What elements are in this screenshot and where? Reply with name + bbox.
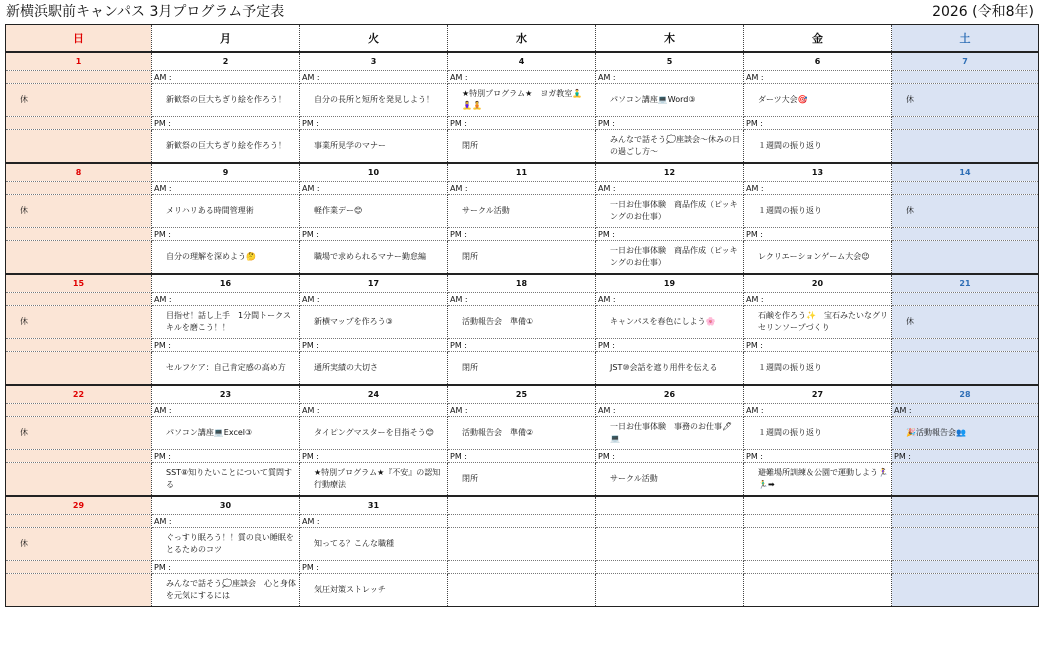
pm-label-row — [6, 450, 1039, 463]
am-label: AM : — [300, 71, 448, 84]
date-cell: 4 — [448, 52, 596, 71]
date-cell: 26 — [596, 385, 744, 404]
am-activity: 知ってる？こんな職種 — [300, 528, 448, 561]
date-cell: 7 — [892, 52, 1039, 71]
pm-label — [892, 228, 1039, 241]
am-label: AM : — [744, 293, 892, 306]
am-label: AM : — [596, 293, 744, 306]
date-cell: 3 — [300, 52, 448, 71]
pm-activity: 通所実績の大切さ — [300, 352, 448, 386]
pm-label — [892, 561, 1039, 574]
pm-activity-row — [6, 463, 1039, 497]
am-label: AM : — [744, 71, 892, 84]
pm-activity — [6, 352, 152, 386]
date-cell: 21 — [892, 274, 1039, 293]
am-activity: キャンパスを春色にしよう🌸 — [596, 306, 744, 339]
pm-label: PM : — [892, 450, 1039, 463]
date-cell: 22 — [6, 385, 152, 404]
date-cell: 25 — [448, 385, 596, 404]
am-label-row — [6, 293, 1039, 306]
am-activity-row — [6, 195, 1039, 228]
am-label — [448, 515, 596, 528]
pm-label: PM : — [152, 339, 300, 352]
pm-label: PM : — [596, 450, 744, 463]
date-cell: 1 — [6, 52, 152, 71]
closed-day-label: 休 — [6, 84, 152, 117]
page-title: 新横浜駅前キャンパス 3月プログラム予定表 — [6, 4, 285, 20]
am-activity: ぐっすり眠ろう！！質の良い睡眠をとるためのコツ — [152, 528, 300, 561]
am-activity: サークル活動 — [448, 195, 596, 228]
pm-activity: 閉所 — [448, 352, 596, 386]
pm-label — [6, 561, 152, 574]
am-label-row — [6, 515, 1039, 528]
am-activity: 石鹸を作ろう✨ 宝石みたいなグリセリンソープづくり — [744, 306, 892, 339]
am-label: AM : — [300, 404, 448, 417]
pm-label: PM : — [300, 450, 448, 463]
am-label-row — [6, 404, 1039, 417]
pm-label — [744, 561, 892, 574]
pm-label: PM : — [300, 339, 448, 352]
am-activity — [744, 528, 892, 561]
am-activity: タイピングマスターを目指そう😊 — [300, 417, 448, 450]
pm-label — [892, 339, 1039, 352]
am-activity: 一日お仕事体験 商品作成（ピッキングのお仕事） — [596, 195, 744, 228]
am-label — [6, 293, 152, 306]
closed-day-label: 休 — [892, 306, 1039, 339]
pm-label — [448, 561, 596, 574]
am-label — [6, 515, 152, 528]
pm-label: PM : — [744, 450, 892, 463]
pm-label: PM : — [744, 117, 892, 130]
pm-activity: 一日お仕事体験 商品作成（ピッキングのお仕事） — [596, 241, 744, 275]
am-label — [6, 404, 152, 417]
date-cell: 13 — [744, 163, 892, 182]
day-of-week-row — [6, 25, 1039, 53]
date-cell — [596, 496, 744, 515]
pm-label — [6, 339, 152, 352]
am-label: AM : — [744, 404, 892, 417]
pm-label-row — [6, 561, 1039, 574]
pm-label: PM : — [300, 228, 448, 241]
day-of-week-header: 火 — [300, 25, 448, 53]
week-date-row — [6, 385, 1039, 404]
pm-activity-row — [6, 241, 1039, 275]
pm-label: PM : — [448, 228, 596, 241]
am-activity: 自分の長所と短所を発見しよう！ — [300, 84, 448, 117]
pm-activity — [6, 241, 152, 275]
am-activity — [596, 528, 744, 561]
am-label: AM : — [448, 293, 596, 306]
calendar-table — [5, 24, 1039, 607]
date-cell: 11 — [448, 163, 596, 182]
am-label — [596, 515, 744, 528]
pm-label: PM : — [152, 450, 300, 463]
pm-activity: セルフケア：自己肯定感の高め方 — [152, 352, 300, 386]
date-cell — [744, 496, 892, 515]
day-of-week-header: 金 — [744, 25, 892, 53]
pm-activity — [6, 574, 152, 607]
pm-label: PM : — [300, 117, 448, 130]
closed-day-label: 休 — [6, 195, 152, 228]
am-label — [6, 182, 152, 195]
am-label — [892, 515, 1039, 528]
pm-label — [6, 117, 152, 130]
pm-label — [6, 228, 152, 241]
am-activity: 活動報告会 準備② — [448, 417, 596, 450]
date-cell: 16 — [152, 274, 300, 293]
closed-day-label: 休 — [6, 528, 152, 561]
pm-label: PM : — [596, 339, 744, 352]
am-activity: ダーツ大会🎯 — [744, 84, 892, 117]
am-activity: 活動報告会 準備① — [448, 306, 596, 339]
pm-label: PM : — [448, 450, 596, 463]
pm-activity: みんなで話そう💭座談会～休みの日の過ごし方～ — [596, 130, 744, 164]
pm-label: PM : — [596, 228, 744, 241]
am-activity — [892, 528, 1039, 561]
am-label: AM : — [448, 404, 596, 417]
am-activity: 軽作業デー😊 — [300, 195, 448, 228]
pm-label: PM : — [152, 117, 300, 130]
pm-activity: レクリエーションゲーム大会😉 — [744, 241, 892, 275]
date-cell: 5 — [596, 52, 744, 71]
am-label — [892, 71, 1039, 84]
week-date-row — [6, 496, 1039, 515]
day-of-week-header: 日 — [6, 25, 152, 53]
pm-activity — [892, 463, 1039, 497]
date-cell: 20 — [744, 274, 892, 293]
date-cell: 31 — [300, 496, 448, 515]
am-label: AM : — [448, 182, 596, 195]
pm-label: PM : — [596, 117, 744, 130]
pm-activity: １週間の振り返り — [744, 352, 892, 386]
pm-label — [6, 450, 152, 463]
pm-activity — [744, 574, 892, 607]
am-activity: パソコン講座💻Word③ — [596, 84, 744, 117]
am-activity — [448, 528, 596, 561]
closed-day-label: 休 — [892, 84, 1039, 117]
am-label: AM : — [152, 515, 300, 528]
date-cell: 27 — [744, 385, 892, 404]
pm-activity — [892, 130, 1039, 164]
am-activity: 🎉活動報告会👥 — [892, 417, 1039, 450]
pm-label: PM : — [744, 228, 892, 241]
pm-label — [892, 117, 1039, 130]
day-of-week-header: 水 — [448, 25, 596, 53]
pm-label-row — [6, 117, 1039, 130]
pm-activity: 閉所 — [448, 463, 596, 497]
pm-activity — [6, 463, 152, 497]
am-activity: １週間の振り返り — [744, 195, 892, 228]
am-label: AM : — [300, 515, 448, 528]
pm-label-row — [6, 228, 1039, 241]
pm-activity-row — [6, 130, 1039, 164]
am-activity-row — [6, 528, 1039, 561]
am-label — [892, 182, 1039, 195]
am-label — [6, 71, 152, 84]
am-activity: ★特別プログラム★ ヨガ教室🧘‍♂️🧘‍♀️🧘 — [448, 84, 596, 117]
am-activity: パソコン講座💻Excel③ — [152, 417, 300, 450]
pm-activity: 避難場所訓練＆公園で運動しよう🏃‍♀️🏃‍♂️➡ — [744, 463, 892, 497]
week-date-row — [6, 163, 1039, 182]
pm-activity: 新歓祭の巨大ちぎり絵を作ろう！ — [152, 130, 300, 164]
date-cell: 2 — [152, 52, 300, 71]
pm-activity: JST⑩会話を遮り用件を伝える — [596, 352, 744, 386]
am-activity-row — [6, 84, 1039, 117]
date-cell: 29 — [6, 496, 152, 515]
pm-activity: サークル活動 — [596, 463, 744, 497]
am-activity: １週間の振り返り — [744, 417, 892, 450]
pm-activity — [892, 352, 1039, 386]
date-cell: 28 — [892, 385, 1039, 404]
pm-activity — [6, 130, 152, 164]
pm-activity: 気圧対策ストレッチ — [300, 574, 448, 607]
pm-label-row — [6, 339, 1039, 352]
pm-label: PM : — [448, 117, 596, 130]
am-label: AM : — [152, 182, 300, 195]
pm-label: PM : — [152, 561, 300, 574]
am-activity: 目指せ！話し上手 1分間トークスキルを磨こう！！ — [152, 306, 300, 339]
pm-label — [596, 561, 744, 574]
pm-activity: 閉所 — [448, 241, 596, 275]
date-cell: 30 — [152, 496, 300, 515]
date-cell — [448, 496, 596, 515]
am-label: AM : — [744, 182, 892, 195]
day-of-week-header: 木 — [596, 25, 744, 53]
pm-activity: 自分の理解を深めよう🤔 — [152, 241, 300, 275]
pm-label: PM : — [448, 339, 596, 352]
pm-activity: 閉所 — [448, 130, 596, 164]
pm-activity: １週間の振り返り — [744, 130, 892, 164]
date-cell: 10 — [300, 163, 448, 182]
pm-activity — [892, 241, 1039, 275]
pm-activity — [892, 574, 1039, 607]
am-label — [744, 515, 892, 528]
pm-activity: 事業所見学のマナー — [300, 130, 448, 164]
am-label-row — [6, 71, 1039, 84]
date-cell: 18 — [448, 274, 596, 293]
am-label: AM : — [152, 293, 300, 306]
header — [0, 0, 1042, 22]
day-of-week-header: 土 — [892, 25, 1039, 53]
week-date-row — [6, 274, 1039, 293]
date-cell: 24 — [300, 385, 448, 404]
pm-label: PM : — [300, 561, 448, 574]
pm-activity: みんなで話そう💭座談会 心と身体を元気にするには — [152, 574, 300, 607]
pm-label: PM : — [152, 228, 300, 241]
am-label — [892, 293, 1039, 306]
am-label: AM : — [596, 182, 744, 195]
pm-activity-row — [6, 574, 1039, 607]
am-label-row — [6, 182, 1039, 195]
closed-day-label: 休 — [6, 306, 152, 339]
date-cell: 17 — [300, 274, 448, 293]
am-activity: 新歓祭の巨大ちぎり絵を作ろう！ — [152, 84, 300, 117]
date-cell: 15 — [6, 274, 152, 293]
am-label: AM : — [152, 404, 300, 417]
am-label: AM : — [448, 71, 596, 84]
am-label: AM : — [300, 182, 448, 195]
pm-activity-row — [6, 352, 1039, 386]
closed-day-label: 休 — [892, 195, 1039, 228]
date-cell: 6 — [744, 52, 892, 71]
date-cell: 9 — [152, 163, 300, 182]
am-activity: 新横マップを作ろう③ — [300, 306, 448, 339]
date-cell: 12 — [596, 163, 744, 182]
am-label: AM : — [596, 404, 744, 417]
am-label: AM : — [892, 404, 1039, 417]
pm-activity: ★特別プログラム★『不安』の認知行動療法 — [300, 463, 448, 497]
am-activity-row — [6, 306, 1039, 339]
date-cell: 14 — [892, 163, 1039, 182]
pm-label: PM : — [744, 339, 892, 352]
week-date-row — [6, 52, 1039, 71]
am-activity: メリハリある時間管理術 — [152, 195, 300, 228]
date-cell: 8 — [6, 163, 152, 182]
am-label: AM : — [152, 71, 300, 84]
am-label: AM : — [300, 293, 448, 306]
am-activity-row — [6, 417, 1039, 450]
year-label: 2026 (令和8年) — [932, 4, 1034, 20]
date-cell: 19 — [596, 274, 744, 293]
pm-activity — [596, 574, 744, 607]
date-cell: 23 — [152, 385, 300, 404]
date-cell — [892, 496, 1039, 515]
am-activity: 一日お仕事体験 事務のお仕事🖊💻 — [596, 417, 744, 450]
closed-day-label: 休 — [6, 417, 152, 450]
pm-activity: SST⑧知りたいことについて質問する — [152, 463, 300, 497]
pm-activity — [448, 574, 596, 607]
pm-activity: 職場で求められるマナー勤怠編 — [300, 241, 448, 275]
day-of-week-header: 月 — [152, 25, 300, 53]
am-label: AM : — [596, 71, 744, 84]
